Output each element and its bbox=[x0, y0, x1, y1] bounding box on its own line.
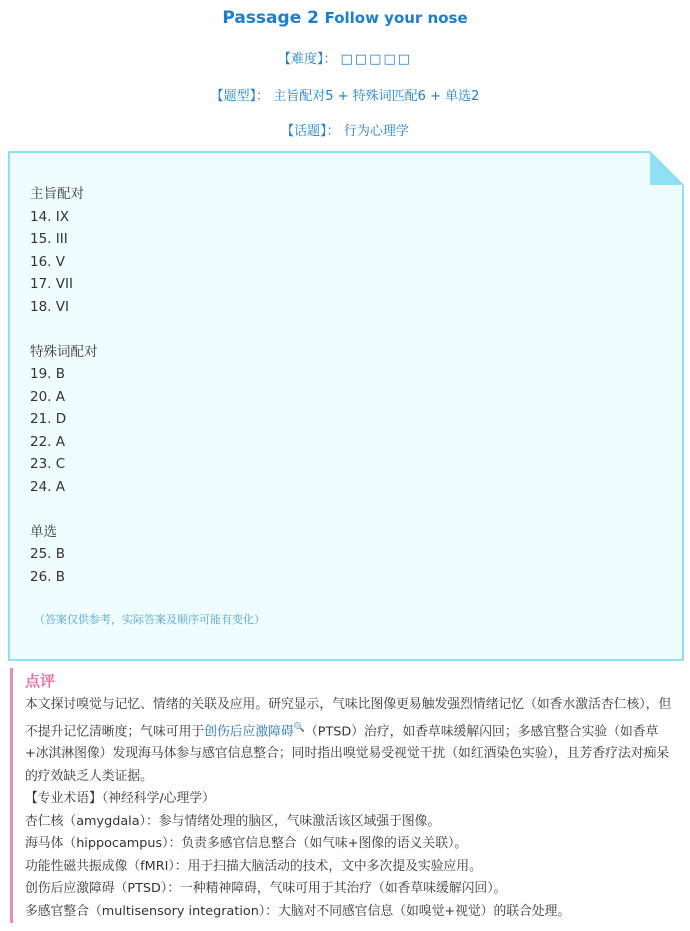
passage-name: Follow your nose bbox=[324, 9, 468, 27]
answer-list bbox=[30, 183, 98, 588]
topic-line: 【话题】： 行为心理学 bbox=[281, 124, 409, 139]
review-heading: 点评 bbox=[25, 672, 56, 690]
difficulty-value: □□□□□ bbox=[340, 52, 413, 67]
answer-box bbox=[8, 151, 684, 661]
term-item: 功能性磁共振成像（fMRI）：用于扫描大脑活动的技术，文中多次提及实验应用。 bbox=[25, 858, 482, 874]
type-label: 【题型】 bbox=[210, 89, 257, 104]
terms-title: 【专业术语】（神经科学/心理学） bbox=[25, 791, 215, 807]
review-text: （PTSD）治疗，如香草味缓解闪回；多感官整合实验（如香草+冰淇淋图像）发现海马体参与感官信息整合；同时指出嗅觉易受视觉干扰（如红酒染色实验），且芳香疗法对痴呆的疗效缺乏人类证据。 bbox=[25, 723, 670, 784]
passage-number: Passage 2 bbox=[222, 8, 319, 28]
difficulty-line: 【难度】： □□□□□ bbox=[277, 52, 413, 67]
answer-item: 19. B bbox=[30, 366, 66, 382]
answer-item: 16. V bbox=[30, 253, 65, 270]
type-line: 【题型】： 主旨配对5 + 特殊词匹配6 + 单选2 bbox=[210, 89, 480, 104]
answer-item: 24. A bbox=[30, 478, 65, 495]
review-text: 本文探讨嗅觉与记忆、情绪的关联及应用。研究显示，气味比图像更易触发强烈情绪记忆（如香水激活杏仁核），但不提升记忆清晰度；气味可用于 bbox=[25, 697, 672, 739]
answer-item: 18. VI bbox=[30, 298, 69, 315]
answer-item: 22. A bbox=[30, 433, 65, 450]
folded-corner bbox=[650, 151, 684, 185]
term-item: 创伤后应激障碍（PTSD）：一种精神障碍，气味可用于其治疗（如香草味缓解闪回）。 bbox=[25, 881, 507, 897]
section-title: 特殊词配对 bbox=[30, 343, 98, 360]
answer-item: 20. A bbox=[30, 388, 65, 405]
answer-item: 25. B bbox=[30, 546, 66, 562]
term-item: 杏仁核（amygdala）：参与情绪处理的脑区，气味激活该区域强于图像。 bbox=[25, 813, 441, 829]
passage-title bbox=[0, 8, 690, 28]
type-value: 主旨配对5 + 特殊词匹配6 + 单选2 bbox=[273, 89, 480, 104]
review-section bbox=[10, 668, 680, 923]
answer-item: 14. IX bbox=[30, 208, 69, 225]
topic-value: 行为心理学 bbox=[343, 124, 409, 139]
difficulty-label: 【难度】 bbox=[277, 52, 324, 67]
section-title: 单选 bbox=[30, 523, 57, 540]
answer-note: （答案仅供参考，实际答案及顺序可能有变化） bbox=[34, 613, 265, 626]
section-title: 主旨配对 bbox=[30, 186, 84, 202]
answer-item: 26. B bbox=[30, 568, 66, 585]
answer-item: 23. C bbox=[30, 456, 66, 472]
answer-item: 15. III bbox=[30, 231, 68, 247]
ptsd-link[interactable]: 创伤后应激障碍 bbox=[204, 723, 294, 739]
review-summary bbox=[25, 694, 680, 788]
term-item: 多感官整合（multisensory integration）：大脑对不同感官信息（如嗅觉+视觉）的联合处理。 bbox=[25, 903, 571, 919]
answer-item: 21. D bbox=[30, 411, 67, 427]
answer-item: 17. VII bbox=[30, 276, 73, 292]
search-icon[interactable]: 🔍 bbox=[293, 722, 305, 733]
term-item: 海马体（hippocampus）：负责多感官信息整合（如气味+图像的语义关联）。 bbox=[25, 836, 468, 852]
topic-label: 【话题】 bbox=[281, 124, 327, 139]
